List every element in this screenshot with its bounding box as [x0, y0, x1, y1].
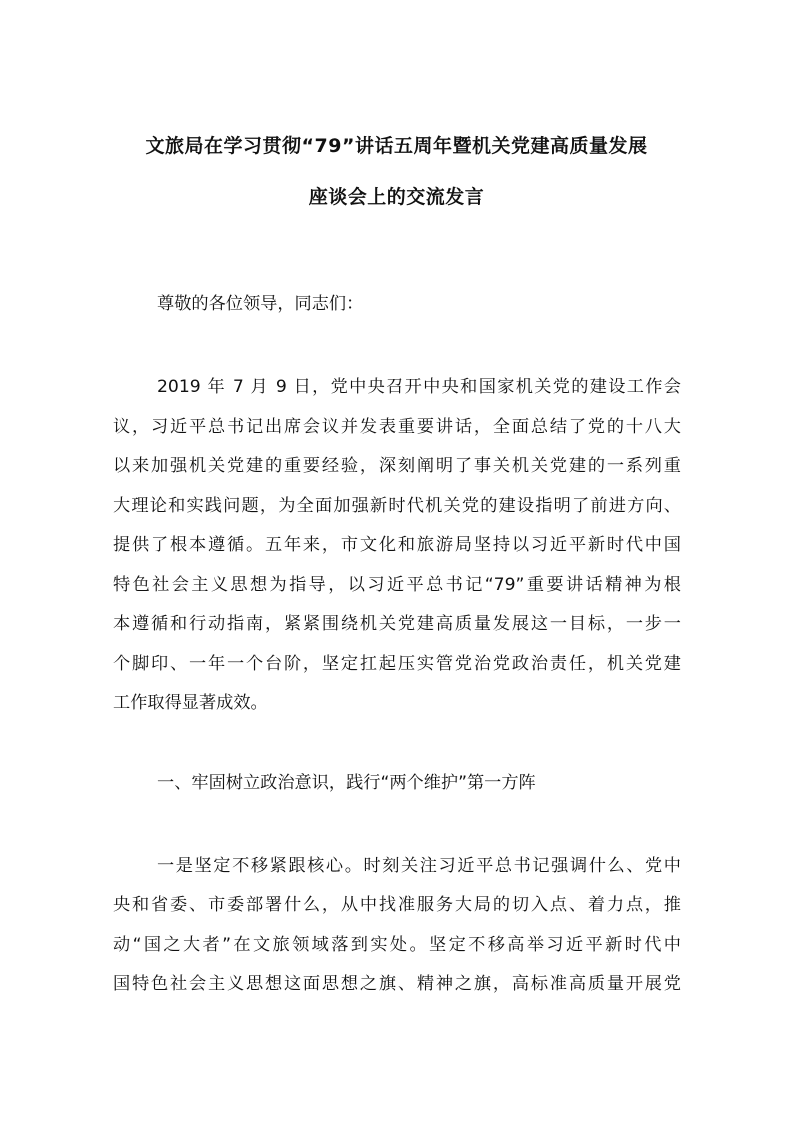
paragraph-1-line-8: 个脚印、一年一个台阶，坚定扛起压实管党治党政治责任，机关党建	[113, 654, 681, 674]
paragraph-1-line-3: 以来加强机关党建的重要经验，深刻阐明了事关机关党建的一系列重	[113, 456, 681, 476]
paragraph-1-line-9: 工作取得显著成效。	[113, 693, 268, 713]
paragraph-2-line-1: 一是坚定不移紧跟核心。时刻关注习近平总书记强调什么、党中	[157, 856, 681, 876]
paragraph-1-line-6: 特色社会主义思想为指导，以习近平总书记“79”重要讲话精神为根	[113, 575, 681, 595]
document-title-line-1: 文旅局在学习贯彻“79”讲话五周年暨机关党建高质量发展	[145, 135, 648, 157]
paragraph-1-line-7: 本遵循和行动指南，紧紧围绕机关党建高质量发展这一目标，一步一	[113, 614, 681, 634]
paragraph-2-line-2: 央和省委、市委部署什么，从中找准服务大局的切入点、着力点，推	[113, 895, 681, 915]
paragraph-2-line-4: 国特色社会主义思想这面思想之旗、精神之旗，高标准高质量开展党	[113, 974, 681, 994]
paragraph-1-line-5: 提供了根本遵循。五年来，市文化和旅游局坚持以习近平新时代中国	[113, 535, 681, 555]
document-title-line-2: 座谈会上的交流发言	[308, 186, 485, 208]
section-heading-1: 一、牢固树立政治意识，践行“两个维护”第一方阵	[157, 773, 536, 793]
paragraph-1-line-2: 议，习近平总书记出席会议并发表重要讲话，全面总结了党的十八大	[113, 417, 681, 437]
paragraph-1-line-1: 2019 年 7 月 9 日，党中央召开中央和国家机关党的建设工作会	[157, 377, 681, 397]
salutation: 尊敬的各位领导，同志们：	[157, 294, 364, 314]
paragraph-2-line-3: 动“国之大者”在文旅领域落到实处。坚定不移高举习近平新时代中	[113, 935, 681, 955]
paragraph-1-line-4: 大理论和实践问题，为全面加强新时代机关党的建设指明了前进方向、	[113, 496, 681, 516]
